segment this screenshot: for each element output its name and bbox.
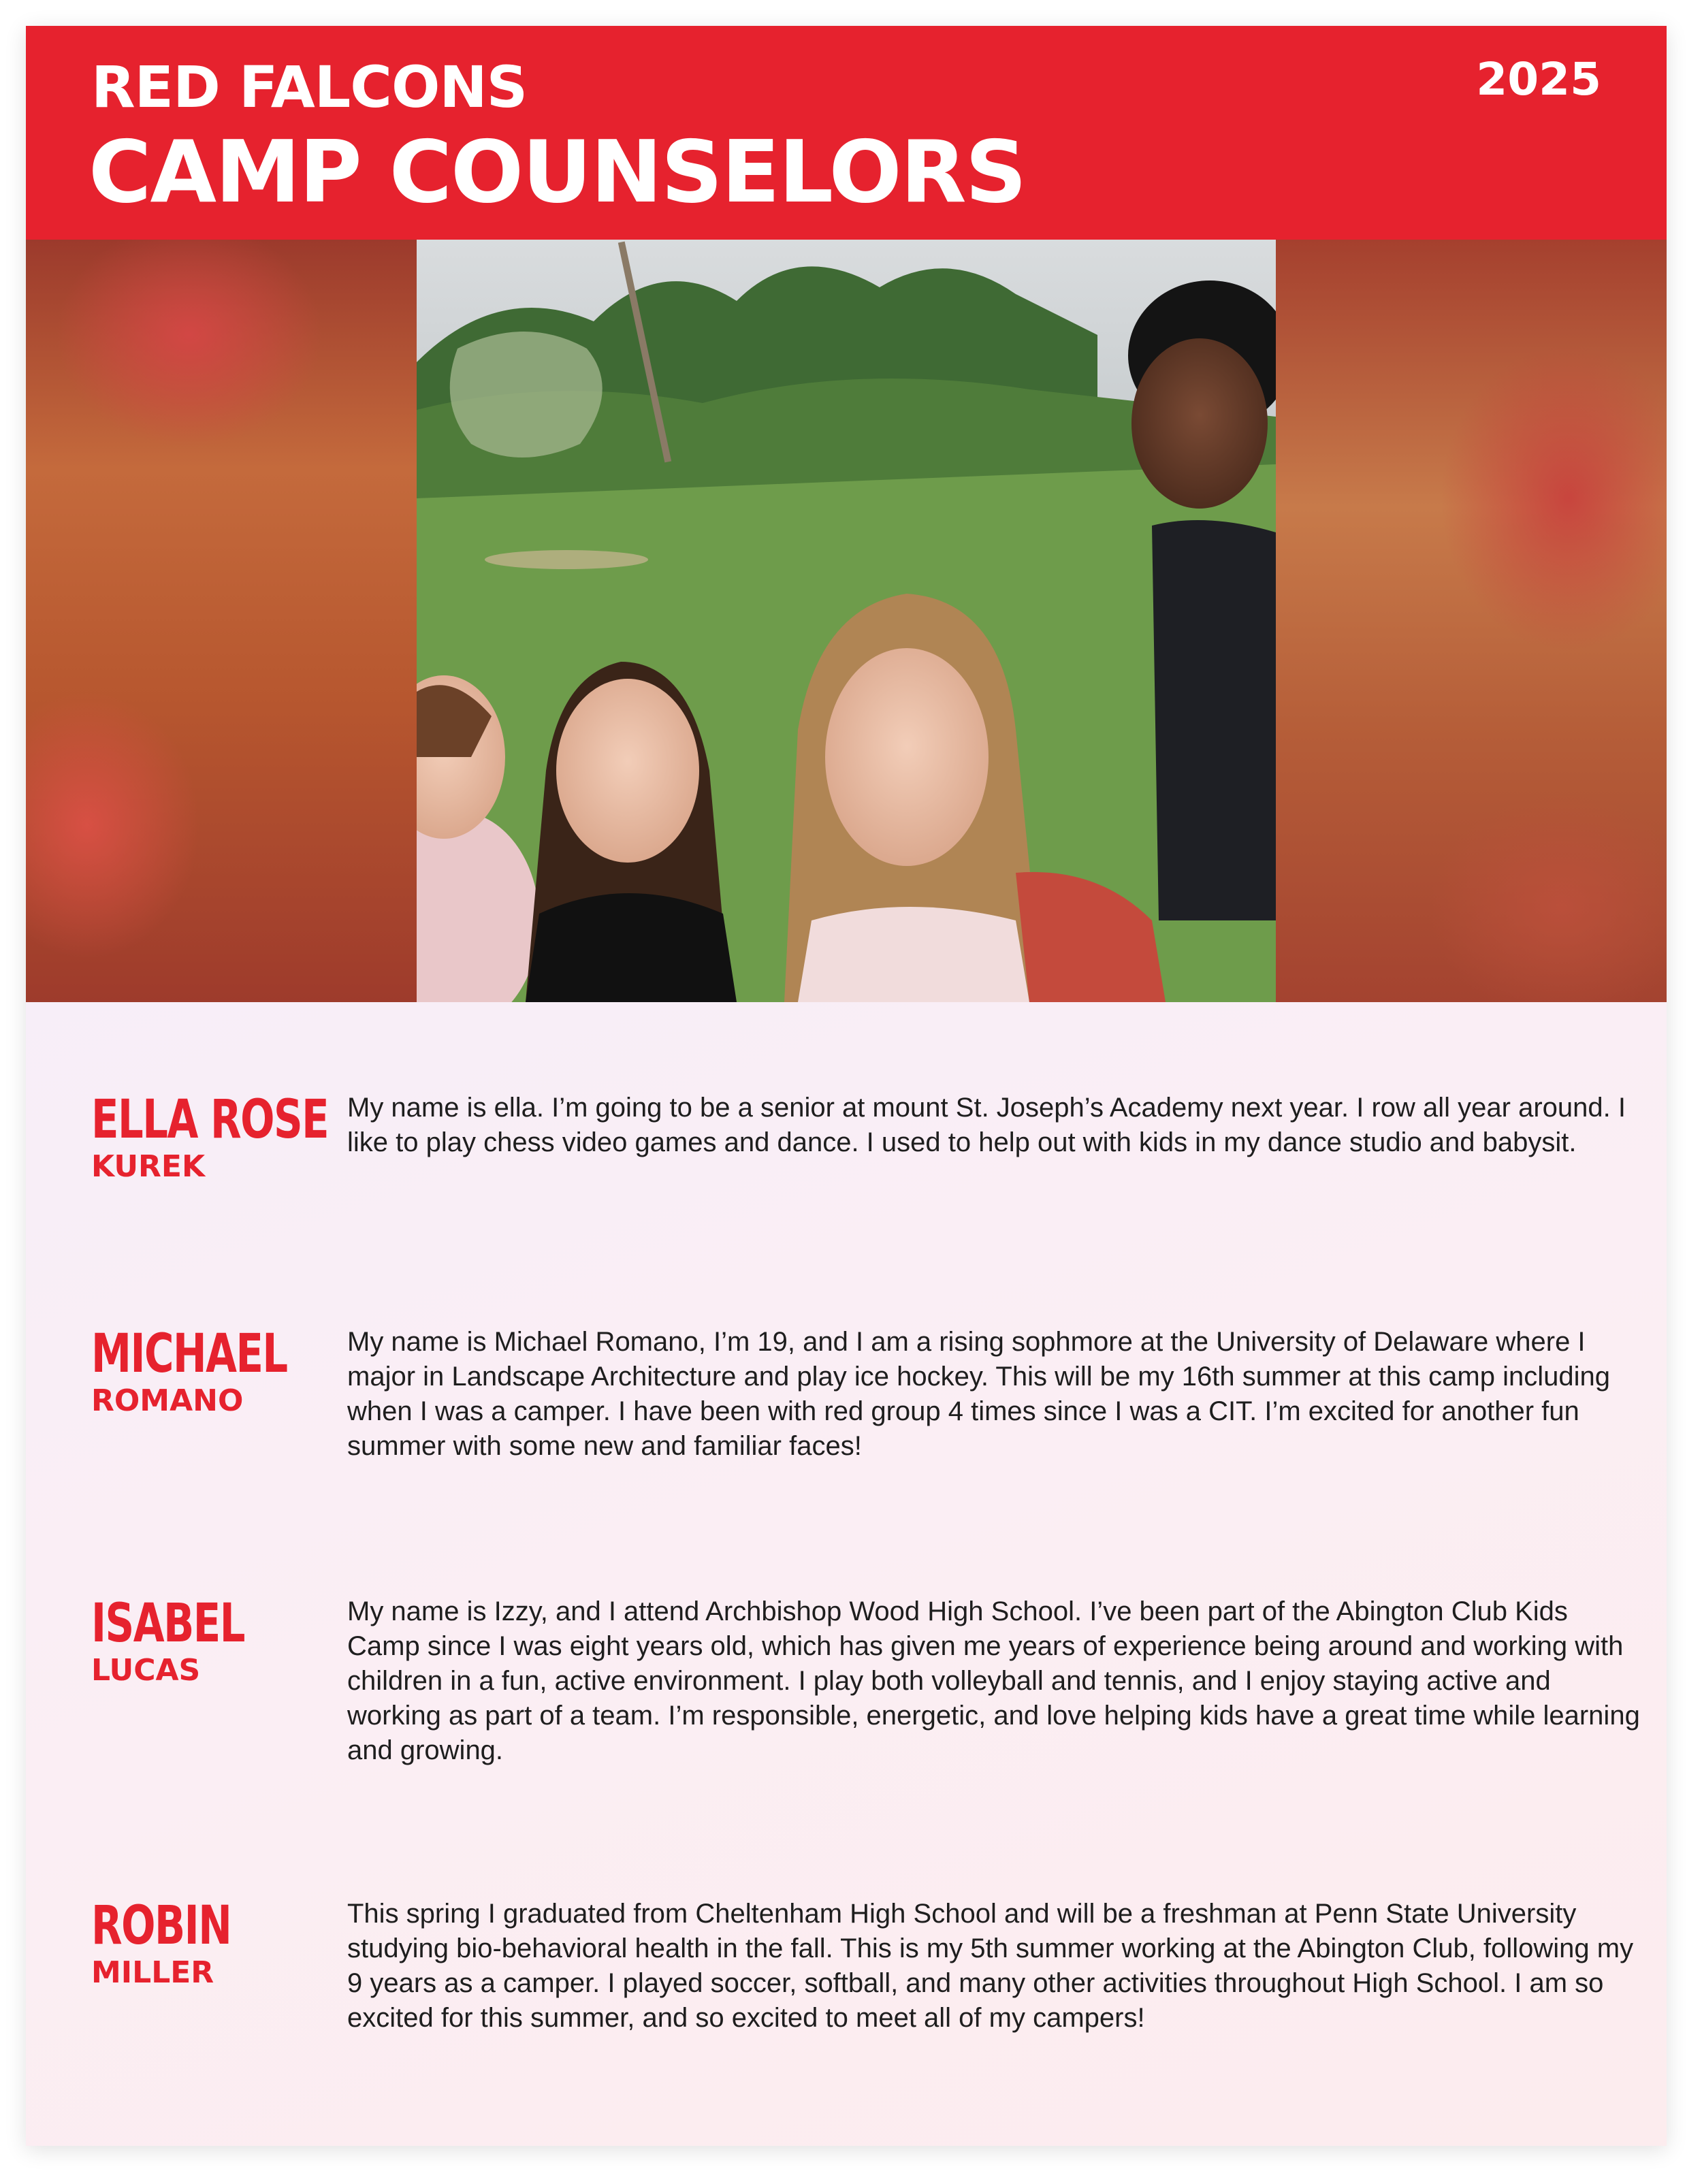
counselor-last-name: ROMANO: [91, 1383, 244, 1418]
blurred-photo-right: [1276, 240, 1667, 1002]
header-subtitle: RED FALCONS: [91, 54, 528, 121]
counselor-first-name: MICHAEL: [91, 1323, 287, 1385]
counselor-first-name: ISABEL: [91, 1593, 244, 1654]
counselor-bio: My name is Michael Romano, I’m 19, and I am a rising sophmore at the University of Delaware where I major in Landscape Architecture and play ice hockey. This will be my 16th summer at this camp including when I was a camper. I have been with red group 4 times since I was a CIT. I’m excited for another fun summer with some new and familiar faces!: [347, 1327, 1610, 1461]
counselor-last-name: MILLER: [91, 1955, 214, 1990]
header-banner: [26, 26, 1667, 240]
counselor-list: [26, 1002, 1667, 2146]
counselor-last-name: KUREK: [91, 1149, 206, 1184]
group-photo-illustration: [417, 240, 1276, 1002]
counselor-bio: My name is Izzy, and I attend Archbishop Wood High School. I’ve been part of the Abington Club Kids Camp since I was eight years old, which has given me years of experience being around and working with children in a fun, active environment. I play both volleyball and tennis, and I enjoy staying active and working as part of a team. I’m responsible, energetic, and love helping kids have a great time while learning and growing.: [347, 1596, 1640, 1765]
counselor-first-name: ROBIN: [91, 1895, 231, 1957]
flyer-page: [26, 26, 1667, 2146]
counselor-bio: My name is ella. I’m going to be a senior at mount St. Joseph’s Academy next year. I row all year around. I like to play chess video games and dance. I used to help out with kids in my dance studio and babysit.: [347, 1093, 1626, 1157]
group-photo: [417, 240, 1276, 1002]
header-title: CAMP COUNSELORS: [89, 122, 1026, 222]
blurred-photo-left: [26, 240, 417, 1002]
counselor-first-name: ELLA ROSE: [91, 1089, 329, 1151]
counselor-last-name: LUCAS: [91, 1653, 201, 1688]
photo-band: [26, 240, 1667, 1002]
counselor-bio: This spring I graduated from Cheltenham High School and will be a freshman at Penn State University studying bio-behavioral health in the fall. This is my 5th summer working at the Abington Club, following my 9 years as a camper. I played soccer, softball, and many other activities throughout High School. I am so excited for this summer, and so excited to meet all of my campers!: [347, 1899, 1634, 2033]
header-year: 2025: [1476, 53, 1601, 106]
